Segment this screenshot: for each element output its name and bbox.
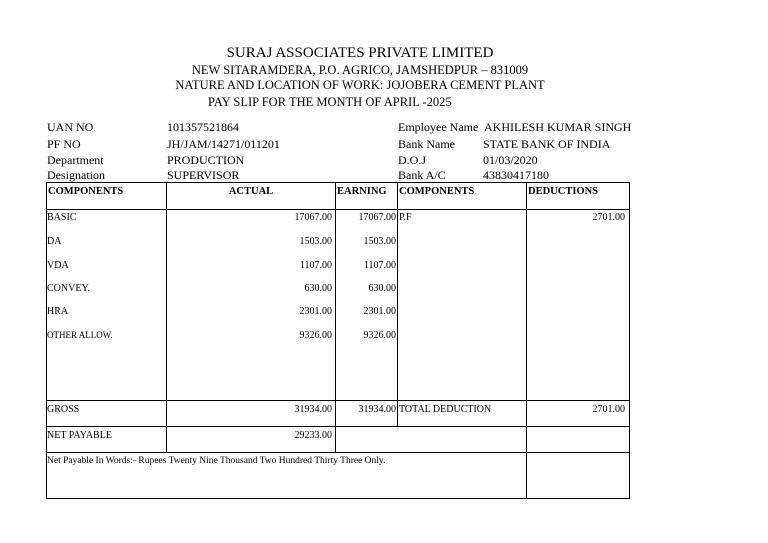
earning-name: HRA <box>47 306 69 317</box>
earning-actual: 630.00 <box>304 283 332 294</box>
table-border-bottom <box>46 498 630 499</box>
bank-account-value: 43830417180 <box>483 168 549 182</box>
table-border-left <box>46 182 47 499</box>
net-payable-words: Net Payable In Words:- Rupees Twenty Nine Thousand Two Hundred Thirty Three Only. <box>47 456 386 466</box>
pf-label: PF NO <box>47 137 81 151</box>
gross-actual: 31934.00 <box>294 404 332 415</box>
earning-amount: 1503.00 <box>363 236 396 247</box>
gross-label: GROSS <box>47 404 80 415</box>
bank-account-label: Bank A/C <box>398 168 446 182</box>
employee-name-value: AKHILESH KUMAR SINGH <box>484 120 632 134</box>
table-col-divider <box>526 182 527 499</box>
total-deduction-amount: 2701.00 <box>592 404 625 415</box>
earning-name: VDA <box>47 260 69 271</box>
doj-label: D.O.J <box>398 153 427 167</box>
earning-amount: 1107.00 <box>363 260 396 271</box>
table-header-divider <box>46 209 630 210</box>
earning-amount: 630.00 <box>368 283 396 294</box>
earning-amount: 9326.00 <box>363 330 396 341</box>
uan-label: UAN NO <box>47 120 94 134</box>
table-net-divider <box>46 426 630 427</box>
col-header-deductions: DEDUCTIONS <box>528 186 599 197</box>
earning-amount: 2301.00 <box>363 306 396 317</box>
earning-actual: 1107.00 <box>299 260 332 271</box>
earning-actual: 2301.00 <box>299 306 332 317</box>
earning-name: CONVEY. <box>47 283 90 294</box>
earning-actual: 9326.00 <box>299 330 332 341</box>
company-address: NEW SITARAMDERA, P.O. AGRICO, JAMSHEDPUR – 831009 <box>191 63 529 77</box>
col-header-components: COMPONENTS <box>48 186 124 197</box>
earning-name: DA <box>47 236 62 247</box>
table-col-divider <box>397 182 398 427</box>
designation-value: SUPERVISOR <box>167 168 240 182</box>
designation-label: Designation <box>47 168 105 182</box>
bank-name-value: STATE BANK OF INDIA <box>483 137 611 151</box>
department-value: PRODUCTION <box>167 153 245 167</box>
table-border-right <box>629 182 630 499</box>
gross-earning: 31934.00 <box>358 404 396 415</box>
payslip-month: PAY SLIP FOR THE MONTH OF APRIL -2025 <box>208 95 452 109</box>
earning-name: OTHER ALLOW. <box>47 330 113 340</box>
bank-name-label: Bank Name <box>398 137 455 151</box>
deduction-amount: 2701.00 <box>592 212 625 223</box>
deduction-name: P.F <box>399 212 412 223</box>
employee-name-label: Employee Name <box>398 120 479 134</box>
earning-amount: 17067.00 <box>358 212 396 223</box>
pf-value: JH/JAM/14271/011201 <box>167 137 280 151</box>
net-payable-amount: 29233.00 <box>294 430 332 441</box>
uan-value: 101357521864 <box>167 120 239 134</box>
net-payable-label: NET PAYABLE <box>47 430 112 441</box>
earning-actual: 17067.00 <box>294 212 332 223</box>
total-deduction-label: TOTAL DEDUCTION <box>399 404 492 415</box>
table-border-top <box>46 182 630 183</box>
table-gross-divider <box>46 400 630 401</box>
earning-actual: 1503.00 <box>299 236 332 247</box>
work-location: NATURE AND LOCATION OF WORK: JOJOBERA CEMENT PLANT <box>175 78 545 92</box>
col-header-actual: ACTUAL <box>228 186 274 197</box>
company-name: SURAJ ASSOCIATES PRIVATE LIMITED <box>226 45 494 61</box>
department-label: Department <box>47 153 104 167</box>
table-words-divider <box>46 452 630 453</box>
doj-value: 01/03/2020 <box>483 153 538 167</box>
earning-name: BASIC <box>47 212 77 223</box>
col-header-deduction-components: COMPONENTS <box>399 186 475 197</box>
col-header-earning: EARNING <box>337 186 387 197</box>
